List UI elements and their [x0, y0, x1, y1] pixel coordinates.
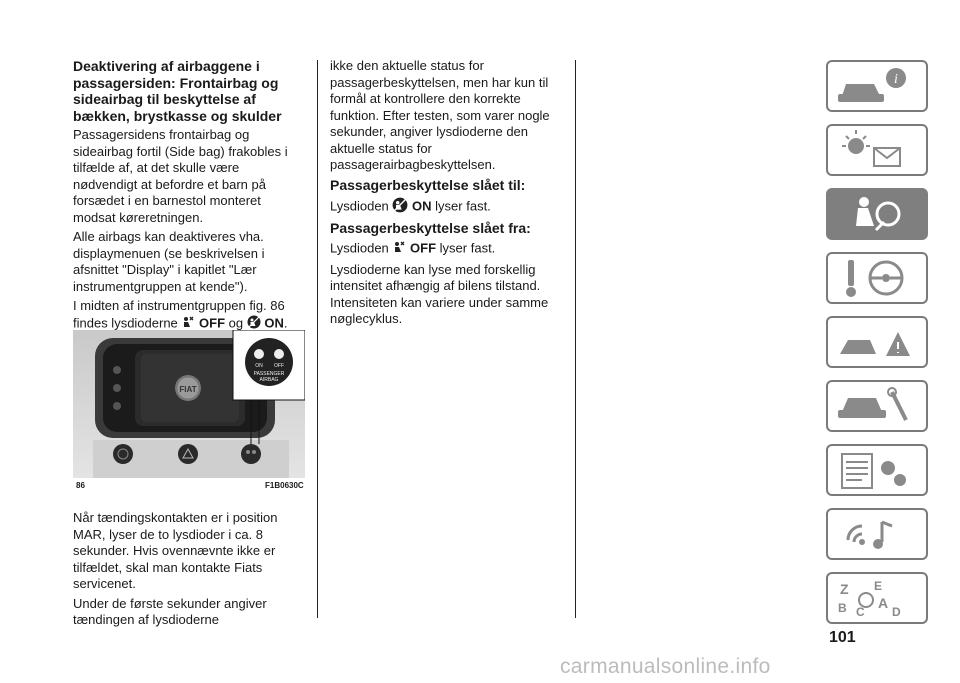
svg-text:C: C: [856, 605, 865, 619]
svg-text:A: A: [878, 595, 889, 611]
paragraph: Passagersidens frontairbag og sideairbag fortil (Side bag) frakobles i tilfælde af, at det skulle være nødvendigt at befordre et barn på forsædet i en barnestol monteret modsat køreretningen.: [73, 127, 288, 225]
svg-text:B: B: [838, 601, 847, 615]
paragraph: Lysdioderne kan lyse med forskellig intensitet afhængig af bilens tilstand. Intensiteten kan variere under samme nøglecyklus.: [330, 261, 549, 326]
page-number: 101: [829, 629, 856, 646]
paragraph: [330, 240, 570, 259]
tab-maintenance[interactable]: [826, 380, 928, 432]
tab-starting-driving[interactable]: [826, 252, 928, 304]
subheading-off: Passagerbeskyttelse slået fra:: [330, 220, 531, 236]
paragraph: Under de første sekunder angiver tændingen af lysdioderne: [73, 595, 267, 627]
figure-code: F1B0630C: [265, 481, 304, 490]
car-info-icon: [828, 72, 926, 114]
warning-light-mail-icon: [828, 161, 926, 178]
on-label: ON: [264, 315, 284, 331]
airbag-off-indicator-icon: [392, 240, 406, 259]
off-label: OFF: [410, 240, 437, 256]
on-label: ON: [412, 198, 432, 214]
seat-airbag-icon: [828, 225, 926, 242]
paragraph: Når tændingskontakten er i position MAR, lyser de to lysdioder i ca. 8 sekunder. Hvis ovennævnte ikke er tilfældet, skal man kontakte Fiats servicenet.: [73, 510, 278, 591]
inset-on-label: ON: [255, 363, 263, 369]
car-service-icon: [828, 417, 926, 434]
paragraph-text: lyser fast.: [439, 240, 496, 256]
inset-off-label: OFF: [274, 363, 284, 369]
paragraph: [330, 197, 570, 218]
svg-text:Z: Z: [840, 581, 849, 597]
below-figure-text: [73, 510, 305, 632]
right-column: [330, 58, 570, 331]
column-divider: [575, 60, 576, 618]
svg-text:D: D: [892, 605, 901, 619]
tab-emergency[interactable]: [826, 316, 928, 368]
specs-gear-icon: [828, 481, 926, 498]
column-divider: [317, 60, 318, 618]
paragraph: Alle airbags kan deaktiveres vha. displaymenuen (se beskrivelsen i afsnittet "Display" i kapitlet "Lær instrumentgruppen at kende").: [73, 229, 265, 294]
index-letters-icon: [828, 579, 926, 626]
paragraph-text: I midten af instrumentgruppen fig. 86 findes lysdioderne: [73, 298, 285, 331]
inset-label-2: AIRBAG: [259, 377, 279, 383]
section-heading: Deaktivering af airbaggene i passagersiden: Frontairbag og sideairbag til beskyttelse af bækken, brystkasse og skulder: [73, 58, 282, 124]
tab-warning-lights[interactable]: [826, 124, 928, 176]
dashboard-figure: [73, 330, 305, 478]
tab-car-info[interactable]: [826, 60, 928, 112]
fiat-logo: FIAT: [179, 385, 197, 394]
svg-text:E: E: [874, 579, 883, 593]
subheading-on: Passagerbeskyttelse slået til:: [330, 176, 526, 193]
tab-index[interactable]: [826, 572, 928, 624]
paragraph-text: Lysdioden: [330, 240, 389, 256]
watermark: carmanualsonline.info: [560, 655, 771, 678]
inset-label-1: PASSENGER: [253, 371, 285, 377]
svg-text:i: i: [894, 72, 898, 87]
multimedia-icon: [828, 545, 926, 562]
tab-technical-data[interactable]: [826, 444, 928, 496]
paragraph: ikke den aktuelle status for passagerbeskyttelsen, men har kun til formål at kontrollere den korrekte funktion. Efter testen, som varer nogle sekunder, angiver lysdioderne den aktuelle status for passagerairbagbeskyttelsen.: [330, 58, 550, 172]
paragraph-text: og: [228, 315, 244, 331]
left-column: [73, 58, 305, 336]
paragraph: [73, 298, 305, 333]
off-label: OFF: [199, 315, 226, 331]
accident-warning-icon: [828, 353, 926, 370]
key-steering-icon: [828, 289, 926, 306]
figure-number: 86: [76, 481, 85, 490]
tab-multimedia[interactable]: [826, 508, 928, 560]
paragraph-text: lyser fast.: [435, 198, 491, 214]
paragraph-text: .: [283, 315, 288, 331]
airbag-on-indicator-icon: [392, 197, 408, 218]
paragraph-text: Lysdioden: [330, 198, 389, 214]
tab-safety[interactable]: [826, 188, 928, 240]
